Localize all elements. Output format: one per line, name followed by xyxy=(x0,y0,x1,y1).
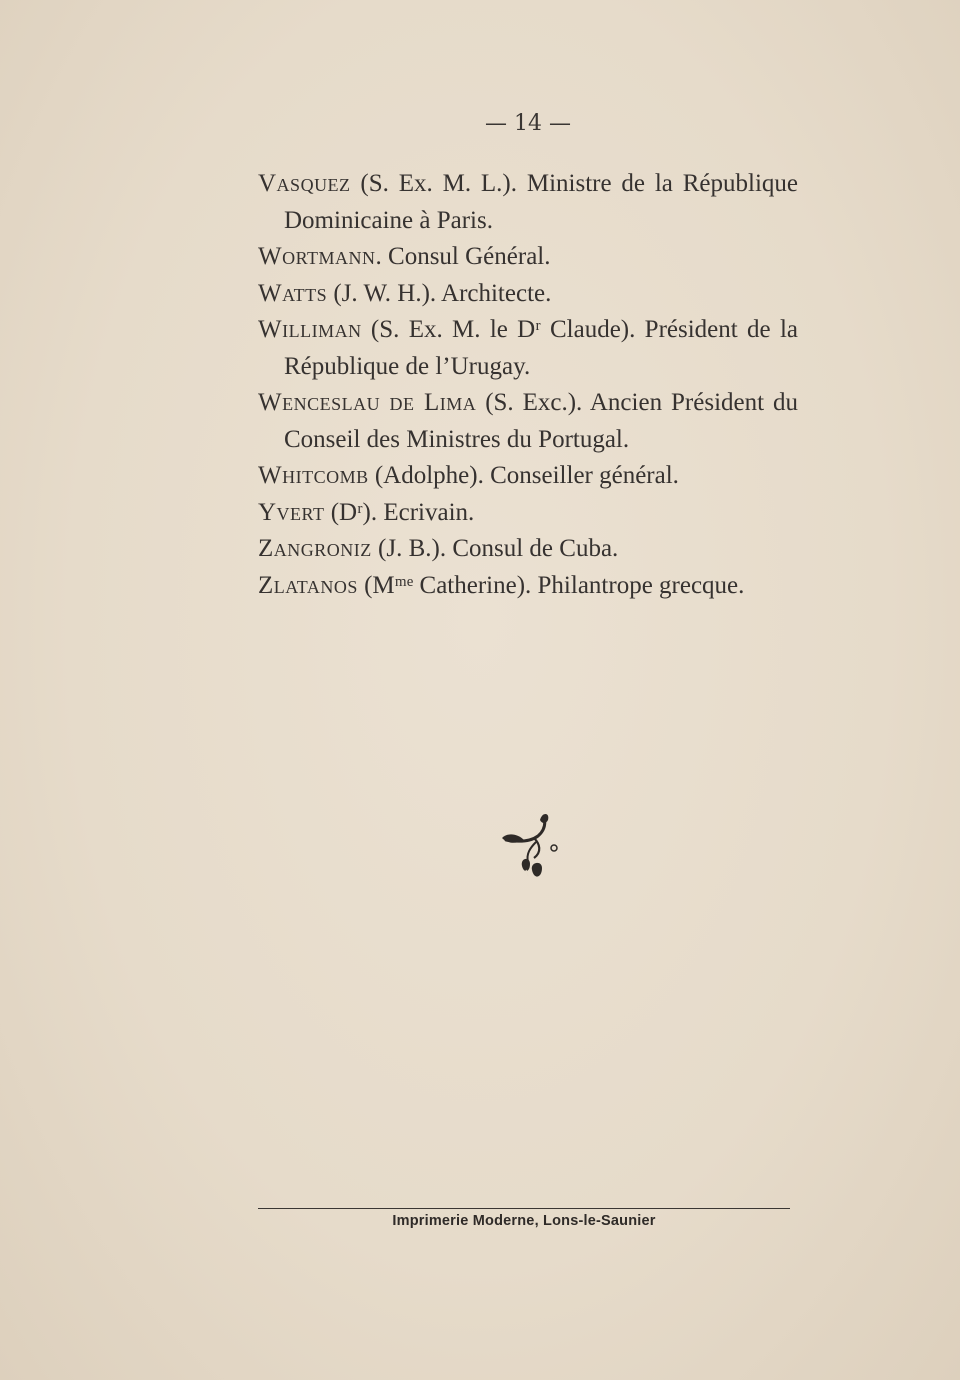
entry-name: Zangroniz xyxy=(258,535,372,562)
entry-description: (Mᵐᵉ Catherine). Philantrope grecque. xyxy=(357,571,745,599)
entry-name: Wortmann xyxy=(258,243,376,270)
entry-name: Vasquez xyxy=(258,170,351,197)
list-item xyxy=(258,531,798,568)
entry-name: Williman xyxy=(258,316,362,343)
entry-description: . Consul Général. xyxy=(375,243,551,270)
entry-description: (S. Ex. M. L.). Ministre de la République Dominicaine à Paris. xyxy=(284,170,798,234)
list-item xyxy=(258,239,798,276)
list-item xyxy=(258,276,798,313)
entry-description: (Adolphe). Conseiller général. xyxy=(368,462,679,489)
list-item xyxy=(258,495,798,532)
list-item xyxy=(258,458,798,495)
entry-description: (S. Ex. M. le Dʳ Claude). Président de la République de l’Urugay. xyxy=(284,316,798,380)
footer-rule xyxy=(258,1208,790,1209)
list-item xyxy=(258,312,798,385)
entry-name: Yvert xyxy=(258,498,325,526)
entry-name: Watts xyxy=(258,279,328,307)
page-number: — 14 — xyxy=(485,111,571,136)
entry-description: (J. B.). Consul de Cuba. xyxy=(371,535,619,562)
printer-imprint: Imprimerie Moderne, Lons-le-Saunier xyxy=(392,1213,656,1229)
entry-description: (Dʳ). Ecrivain. xyxy=(324,498,475,526)
entry-description: (S. Exc.). Ancien Président du Conseil des Ministres du Portugal. xyxy=(284,389,798,453)
leaf-fleuron-icon xyxy=(500,812,560,888)
entry-description: (J. W. H.). Architecte. xyxy=(327,279,552,307)
list-item xyxy=(258,568,798,605)
entry-name: Wenceslau de Lima xyxy=(258,389,477,416)
entry-name: Whitcomb xyxy=(258,462,369,489)
list-item xyxy=(258,166,798,239)
name-list xyxy=(258,166,798,604)
entry-name: Zlatanos xyxy=(258,571,358,599)
list-item xyxy=(258,385,798,458)
